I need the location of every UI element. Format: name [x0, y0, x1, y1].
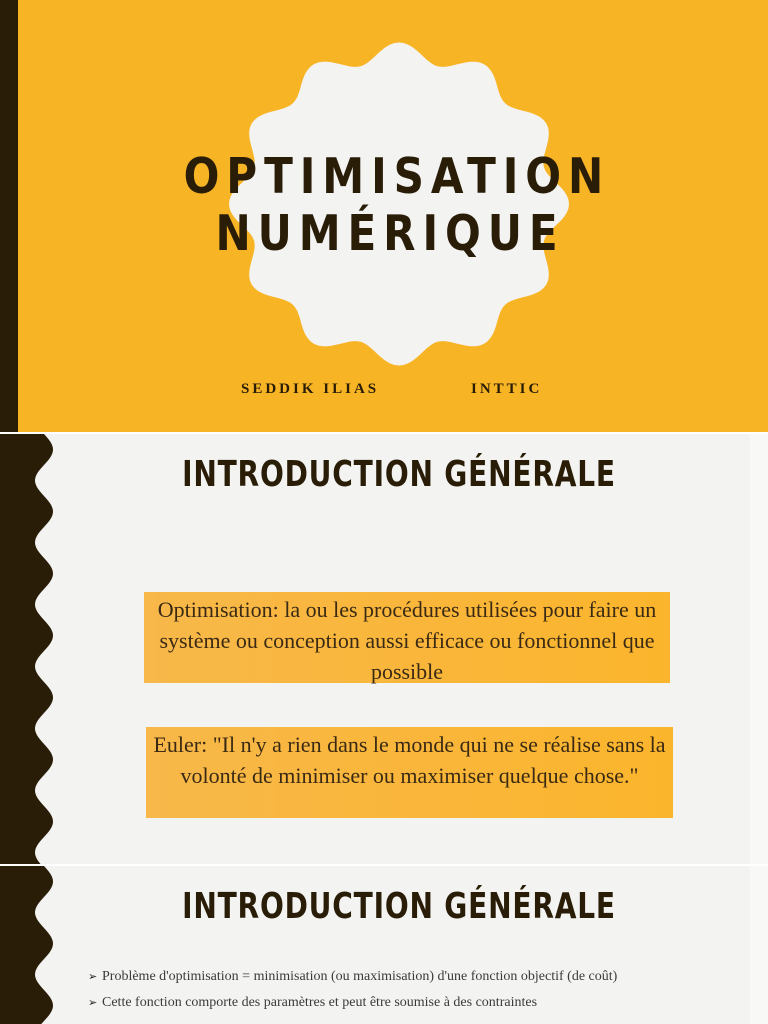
left-accent-bar: [0, 0, 18, 432]
intro-slide-2: [0, 866, 768, 1024]
right-edge-strip: [750, 434, 768, 864]
bullet-list: [88, 966, 617, 1018]
wavy-left-border: [0, 434, 60, 864]
presentation-title: OPTIMISATION NUMÉRIQUE: [183, 148, 611, 262]
arrow-bullet-icon: ➢: [88, 996, 98, 1009]
list-item: ➢ Cette fonction comporte des paramètres et peut être soumise à des contraintes: [88, 992, 617, 1018]
intro-slide-1: [0, 434, 768, 864]
slide-heading: INTRODUCTION GÉNÉRALE: [182, 886, 616, 927]
wavy-left-border: [0, 866, 60, 1024]
title-slide: [0, 0, 768, 432]
arrow-bullet-icon: ➢: [88, 970, 98, 983]
quote-box: Euler: "Il n'y a rien dans le monde qui ne se réalise sans la volonté de minimiser ou maximiser quelque chose.": [146, 727, 673, 818]
definition-box: Optimisation: la ou les procédures utilisées pour faire un système ou conception aussi efficace ou fonctionnel que possible: [144, 592, 670, 683]
list-item: ➢ Problème d'optimisation = minimisation (ou maximisation) d'une fonction objectif (de coût): [88, 966, 617, 992]
author-name: SEDDIK ILIAS: [241, 381, 380, 397]
organization-name: INTTIC: [471, 381, 543, 397]
right-edge-strip: [750, 866, 768, 1024]
slide-heading: INTRODUCTION GÉNÉRALE: [182, 454, 616, 495]
